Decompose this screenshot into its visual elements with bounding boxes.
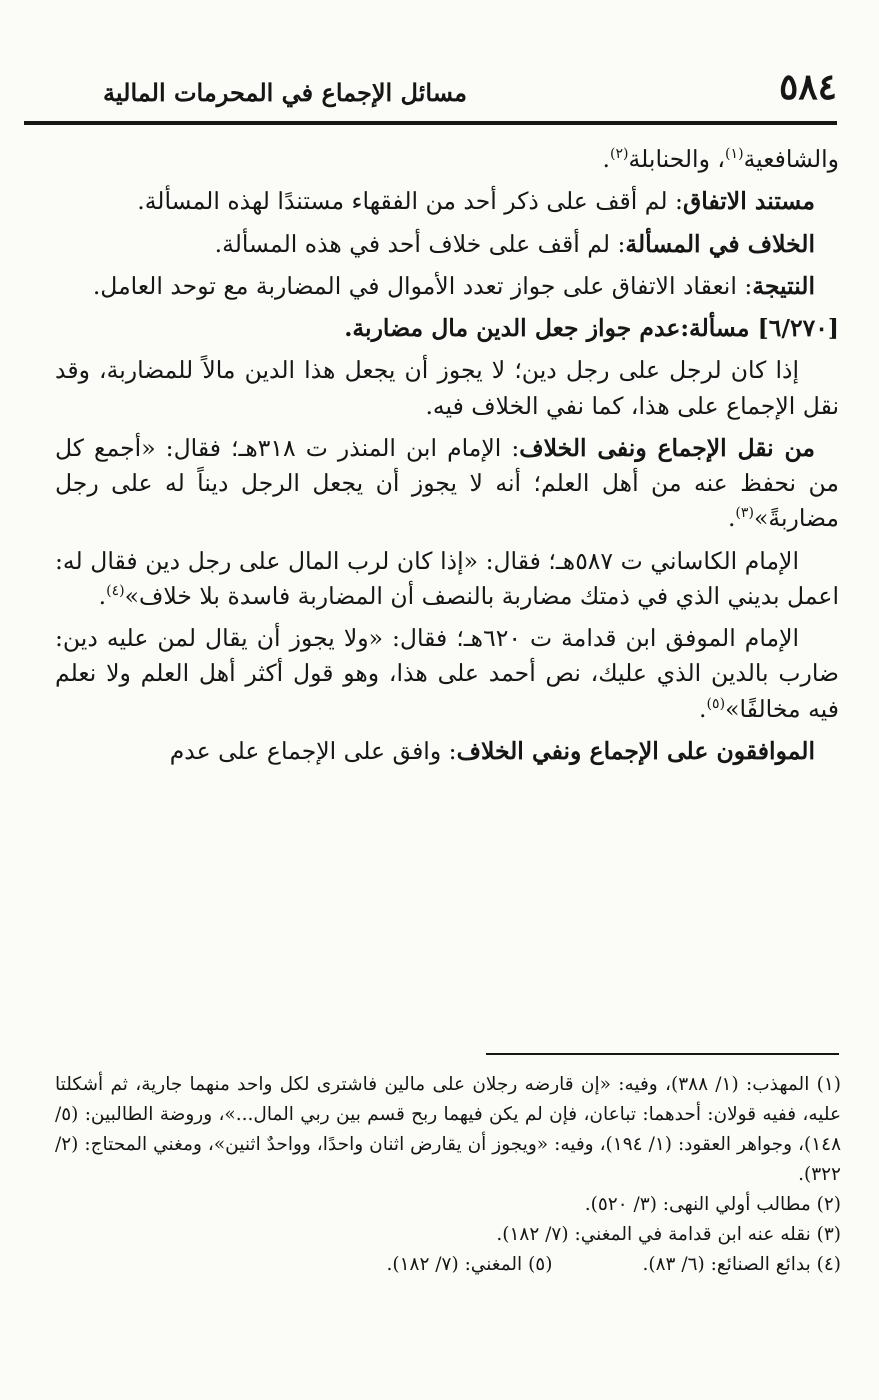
text-run: : لم أقف على ذكر أحد من الفقهاء مستندًا لهذه المسألة. <box>137 187 683 216</box>
header-rule <box>24 121 837 125</box>
text-run: . <box>602 145 610 173</box>
issue-heading: [٦/٢٧٠] مسألة:عدم جواز جعل الدين مال مضاربة. <box>344 314 839 342</box>
text-run: . <box>727 504 736 533</box>
footnote-1: (١) المهذب: (١/ ٣٨٨)، وفيه: «إن قارضه رجلان على مالين فاشترى لكل واحد منهما جارية، ثم أشكلتا عليه، ففيه قولان: أحدهما: تباعان، فإن لم يكن فيهما ربح قسم بين ربي المال...»، وروضة الطالبين: (٥/ ١٤٨)، وجواهر العقود: (١/ ١٩٤)، وفيه: «ويجوز أن يقارض اثنان واحدًا، وواحدٌ اثنين»، ومغني المحتاج: (٢/ ٣٢٢). <box>55 1074 842 1185</box>
paragraph-basis <box>55 184 839 219</box>
text-run: : لم أقف على خلاف أحد في هذه المسألة. <box>214 229 626 258</box>
text-run: والشافعية <box>743 145 839 173</box>
footnote-4: (٤) بدائع الصنائع: (٦/ ٨٣). <box>642 1253 841 1275</box>
main-text <box>55 142 839 776</box>
paragraph-issue: إذا كان لرجل على رجل دين؛ لا يجوز أن يجعل هذا الدين مالاً للمضاربة، وقد نقل الإجماع على هذا، كما نفي الخلاف فيه. <box>55 356 839 420</box>
paragraph-opening <box>55 142 839 177</box>
footnote-5: (٥) المغني: (٧/ ١٨٢). <box>386 1253 553 1275</box>
footnote-ref-1: (١) <box>724 146 744 163</box>
footnotes <box>55 1070 841 1280</box>
footnote-ref-2: (٢) <box>609 146 629 163</box>
page-number: ٥٨٤ <box>778 66 837 108</box>
section-label: الخلاف في المسألة <box>625 229 815 258</box>
section-label: الموافقون على الإجماع ونفي الخلاف <box>456 736 815 765</box>
paragraph-agreeing <box>55 734 839 769</box>
footnote-ref-3: (٣) <box>735 505 754 522</box>
footnote-2: (٢) مطالب أولي النهى: (٣/ ٥٢٠). <box>584 1193 841 1215</box>
section-label: النتيجة <box>752 271 815 300</box>
text-run: . <box>699 694 707 723</box>
text-run: : وافق على الإجماع على عدم <box>169 736 457 765</box>
text-run: الإمام الموفق ابن قدامة ت ٦٢٠هـ؛ فقال: «ولا يجوز أن يقال لمن عليه دين: ضارب بالدين الذي عليك، نص أحمد على هذا، وهو قول أكثر أهل العلم ولا نعلم فيه مخالفًا» <box>55 624 839 723</box>
paragraph-kasani <box>55 544 839 615</box>
paragraph-result <box>55 269 839 304</box>
footnote-3: (٣) نقله عنه ابن قدامة في المغني: (٧/ ١٨٢). <box>496 1223 841 1245</box>
footnote-separator <box>486 1053 839 1055</box>
text-run: . <box>98 581 107 610</box>
paragraph-dispute <box>55 227 839 262</box>
running-header <box>24 66 837 122</box>
text-run: الإمام الكاساني ت ٥٨٧هـ؛ فقال: «إذا كان لرب المال على رجل دين فقال له: اعمل بديني الذي في ذمتك مضاربة بالنصف أن المضاربة فاسدة بلا خلاف» <box>55 546 839 610</box>
section-label: من نقل الإجماع ونفى الخلاف <box>519 433 815 462</box>
paragraph-ibn-qudama <box>55 621 839 727</box>
text-run: ، والحنابلة <box>628 145 725 173</box>
paragraph-transmitters <box>55 431 839 537</box>
section-label: مستند الاتفاق <box>682 187 815 216</box>
footnote-ref-5: (٥) <box>706 695 726 712</box>
text-run: : انعقاد الاتفاق على جواز تعدد الأموال في المضاربة مع توحد العامل. <box>92 271 753 300</box>
text-run: : الإمام ابن المنذر ت ٣١٨هـ؛ فقال: «أجمع كل من نحفظ عنه من أهل العلم؛ أنه لا يجوز أن يجعل الرجل ديناً له على رجل مضاربةً» <box>55 433 839 533</box>
footnote-ref-4: (٤) <box>106 582 125 599</box>
footnote-row <box>55 1250 841 1280</box>
running-title: مسائل الإجماع في المحرمات المالية <box>103 78 467 107</box>
